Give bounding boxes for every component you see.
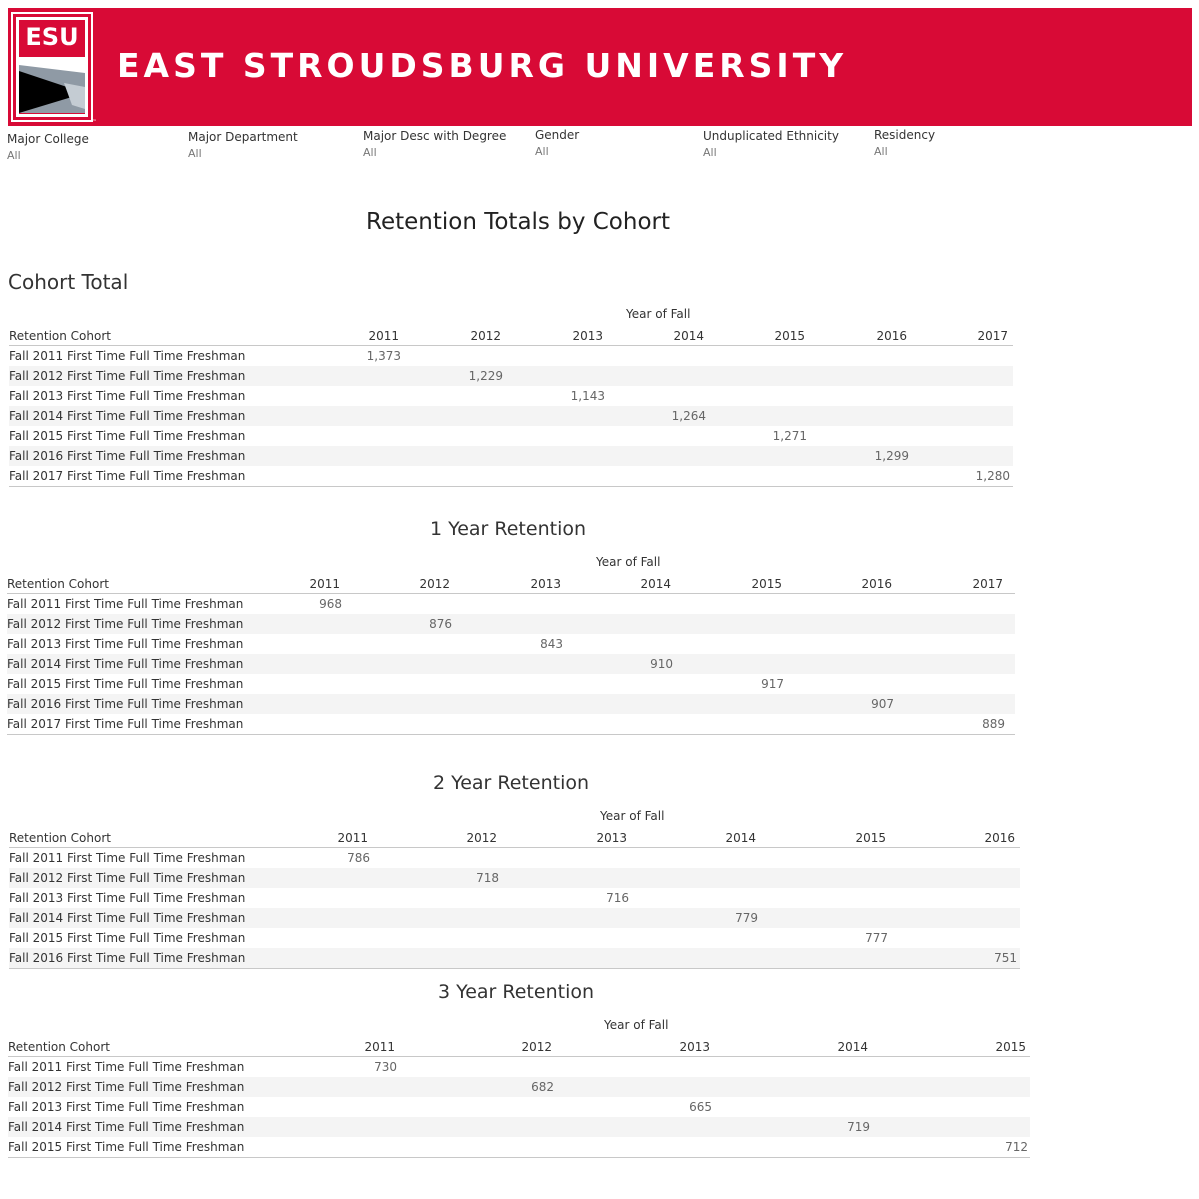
cell-value: 1,229: [468, 369, 503, 383]
table-row: [8, 1097, 1030, 1117]
table-row: [9, 868, 1020, 888]
table-row: [9, 406, 1013, 426]
filter-gender[interactable]: [535, 128, 579, 158]
table-row: [9, 386, 1013, 406]
row-label: Fall 2014 First Time Full Time Freshman: [9, 911, 246, 925]
table-title: 1 Year Retention: [430, 518, 587, 540]
column-header-year: 2017: [972, 577, 1003, 591]
column-header-year: 2012: [466, 831, 497, 845]
table-row: [9, 366, 1013, 386]
row-label: Fall 2013 First Time Full Time Freshman: [8, 1100, 245, 1114]
esu-logo: [12, 13, 96, 125]
column-header-year: 2011: [364, 1040, 395, 1054]
row-label: Fall 2013 First Time Full Time Freshman: [9, 891, 246, 905]
table-row: [7, 634, 1015, 654]
row-label: Fall 2012 First Time Full Time Freshman: [8, 1080, 245, 1094]
row-label: Fall 2016 First Time Full Time Freshman: [9, 449, 246, 463]
table-row: [9, 888, 1020, 908]
row-label: Fall 2014 First Time Full Time Freshman: [7, 657, 244, 671]
table-title: 3 Year Retention: [438, 981, 595, 1003]
column-group-label: Year of Fall: [596, 555, 661, 569]
table-row: [8, 1057, 1030, 1077]
filter-label: Unduplicated Ethnicity: [703, 129, 839, 143]
cell-value: 1,271: [772, 429, 807, 443]
table-row: [7, 614, 1015, 634]
cell-value: 876: [429, 617, 452, 631]
column-header-year: 2015: [855, 831, 886, 845]
column-header-year: 2014: [673, 329, 704, 343]
filter-value[interactable]: All: [535, 145, 549, 158]
column-group-label: Year of Fall: [626, 307, 691, 321]
row-label: Fall 2015 First Time Full Time Freshman: [8, 1140, 245, 1154]
column-header-year: 2013: [530, 577, 561, 591]
column-header-year: 2014: [640, 577, 671, 591]
cell-value: 1,143: [570, 389, 605, 403]
row-label: Fall 2015 First Time Full Time Freshman: [9, 931, 246, 945]
column-header-year: 2013: [596, 831, 627, 845]
row-label: Fall 2011 First Time Full Time Freshman: [9, 349, 246, 363]
column-header-year: 2012: [521, 1040, 552, 1054]
header-banner: [8, 8, 1192, 126]
table-bottom-border: [9, 486, 1013, 487]
row-header-label: Retention Cohort: [9, 831, 111, 845]
column-group-label: Year of Fall: [600, 809, 665, 823]
filter-value[interactable]: All: [874, 145, 888, 158]
column-header-year: 2015: [995, 1040, 1026, 1054]
table-header-row: [8, 1037, 1030, 1057]
filter-label: Major College: [7, 132, 89, 146]
filter-value[interactable]: All: [363, 146, 377, 159]
cell-value: 665: [689, 1100, 712, 1114]
table-row: [9, 848, 1020, 868]
cell-value: 682: [531, 1080, 554, 1094]
column-header-year: 2016: [876, 329, 907, 343]
cell-value: 1,373: [366, 349, 401, 363]
table-row: [7, 654, 1015, 674]
column-header-year: 2017: [977, 329, 1008, 343]
row-label: Fall 2012 First Time Full Time Freshman: [9, 871, 246, 885]
table-row: [9, 446, 1013, 466]
cell-value: 1,280: [975, 469, 1010, 483]
column-group-label: Year of Fall: [604, 1018, 669, 1032]
cell-value: 968: [319, 597, 342, 611]
table-row: [9, 346, 1013, 366]
table-row: [8, 1137, 1030, 1157]
column-header-year: 2016: [984, 831, 1015, 845]
column-header-year: 2016: [861, 577, 892, 591]
cell-value: 716: [606, 891, 629, 905]
table-bottom-border: [7, 734, 1015, 735]
column-header-year: 2012: [470, 329, 501, 343]
table-row: [7, 674, 1015, 694]
column-header-year: 2014: [837, 1040, 868, 1054]
row-label: Fall 2014 First Time Full Time Freshman: [9, 409, 246, 423]
filter-label: Residency: [874, 128, 936, 142]
row-label: Fall 2011 First Time Full Time Freshman: [7, 597, 244, 611]
cell-value: 751: [994, 951, 1017, 965]
row-label: Fall 2016 First Time Full Time Freshman: [7, 697, 244, 711]
table-row: [9, 908, 1020, 928]
cell-value: 712: [1005, 1140, 1028, 1154]
cell-value: 889: [982, 717, 1005, 731]
cell-value: 786: [347, 851, 370, 865]
filter-label: Gender: [535, 128, 580, 142]
table-row: [9, 928, 1020, 948]
row-label: Fall 2012 First Time Full Time Freshman: [7, 617, 244, 631]
row-label: Fall 2013 First Time Full Time Freshman: [7, 637, 244, 651]
dashboard-title: Retention Totals by Cohort: [366, 209, 670, 235]
table-row: [7, 594, 1015, 614]
filter-label: Major Desc with Degree: [363, 129, 507, 143]
column-header-year: 2013: [679, 1040, 710, 1054]
column-header-year: 2012: [419, 577, 450, 591]
filter-label: Major Department: [188, 130, 298, 144]
svg-text:™: ™: [92, 119, 97, 125]
filter-major-department[interactable]: [188, 130, 298, 160]
table-bottom-border: [8, 1157, 1030, 1158]
column-header-year: 2013: [572, 329, 603, 343]
column-header-year: 2015: [751, 577, 782, 591]
row-label: Fall 2011 First Time Full Time Freshman: [8, 1060, 245, 1074]
row-label: Fall 2016 First Time Full Time Freshman: [9, 951, 246, 965]
filter-major-desc-with-degree[interactable]: [363, 129, 506, 159]
filter-value[interactable]: All: [188, 147, 202, 160]
cell-value: 910: [650, 657, 673, 671]
column-header-year: 2011: [337, 831, 368, 845]
cell-value: 907: [871, 697, 894, 711]
column-header-year: 2011: [309, 577, 340, 591]
cell-value: 917: [761, 677, 784, 691]
filter-major-college[interactable]: [7, 132, 89, 162]
row-label: Fall 2015 First Time Full Time Freshman: [9, 429, 246, 443]
cell-value: 719: [847, 1120, 870, 1134]
table-header-row: [9, 326, 1013, 346]
column-header-year: 2014: [725, 831, 756, 845]
table-title: 2 Year Retention: [433, 772, 590, 794]
table-row: [9, 426, 1013, 446]
row-label: Fall 2012 First Time Full Time Freshman: [9, 369, 246, 383]
table-row: [9, 948, 1020, 968]
table-row: [7, 694, 1015, 714]
cell-value: 843: [540, 637, 563, 651]
row-header-label: Retention Cohort: [8, 1040, 110, 1054]
cell-value: 1,299: [874, 449, 909, 463]
row-header-label: Retention Cohort: [7, 577, 109, 591]
logo-text: ESU: [25, 23, 79, 51]
cell-value: 730: [374, 1060, 397, 1074]
university-name: EAST STROUDSBURG UNIVERSITY: [117, 46, 848, 85]
cell-value: 1,264: [671, 409, 706, 423]
row-label: Fall 2017 First Time Full Time Freshman: [7, 717, 244, 731]
filter-value[interactable]: All: [703, 146, 717, 159]
table-header-row: [9, 828, 1020, 848]
filter-residency[interactable]: [874, 128, 935, 158]
table-row: [9, 466, 1013, 486]
row-header-label: Retention Cohort: [9, 329, 111, 343]
filter-unduplicated-ethnicity[interactable]: [703, 129, 839, 159]
row-label: Fall 2011 First Time Full Time Freshman: [9, 851, 246, 865]
table-bottom-border: [9, 968, 1020, 969]
row-label: Fall 2017 First Time Full Time Freshman: [9, 469, 246, 483]
filter-value[interactable]: All: [7, 149, 21, 162]
row-label: Fall 2013 First Time Full Time Freshman: [9, 389, 246, 403]
column-header-year: 2011: [368, 329, 399, 343]
column-header-year: 2015: [774, 329, 805, 343]
table-row: [7, 714, 1015, 734]
cell-value: 777: [865, 931, 888, 945]
table-header-row: [7, 574, 1015, 594]
row-label: Fall 2015 First Time Full Time Freshman: [7, 677, 244, 691]
table-row: [8, 1077, 1030, 1097]
cell-value: 718: [476, 871, 499, 885]
cell-value: 779: [735, 911, 758, 925]
table-title: Cohort Total: [8, 270, 129, 294]
row-label: Fall 2014 First Time Full Time Freshman: [8, 1120, 245, 1134]
table-row: [8, 1117, 1030, 1137]
